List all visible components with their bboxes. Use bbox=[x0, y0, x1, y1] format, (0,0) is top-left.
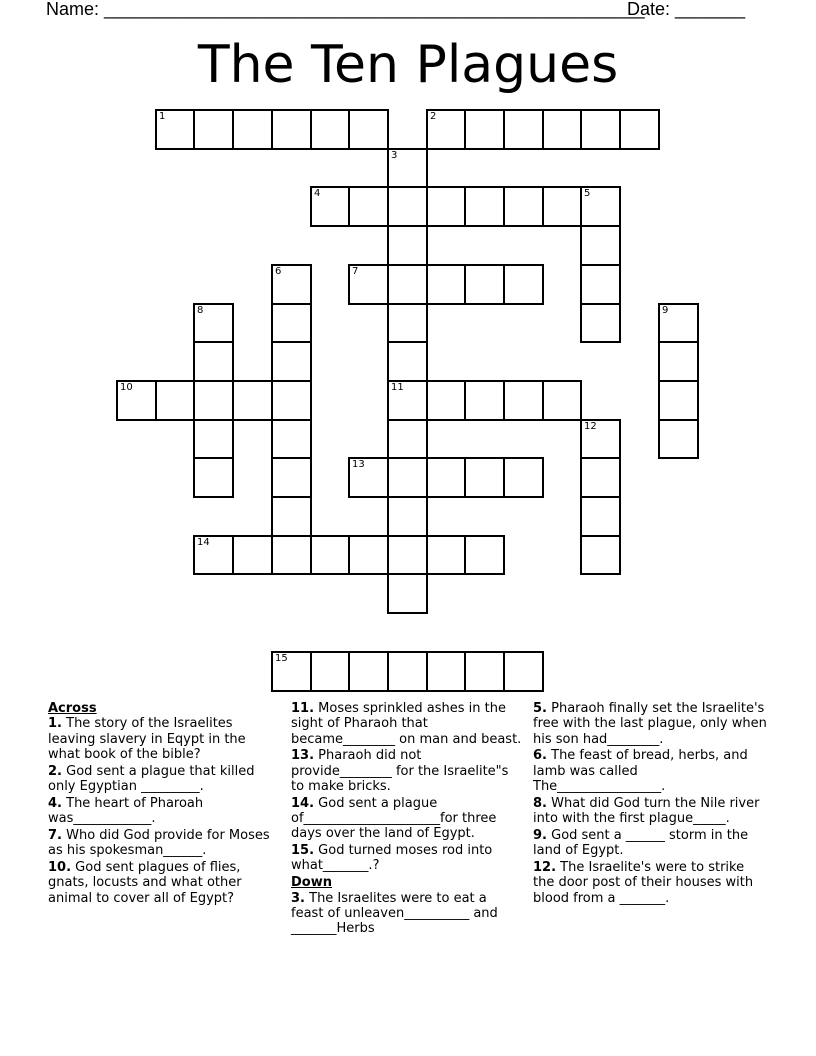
grid-cell[interactable] bbox=[426, 457, 466, 498]
clue-number: 2 bbox=[430, 111, 437, 122]
clue-number: 5 bbox=[584, 188, 591, 199]
grid-cell[interactable] bbox=[348, 264, 389, 305]
grid-cell[interactable] bbox=[348, 535, 389, 575]
across-clue: 10. God sent plagues of flies, gnats, locusts and what other animal to cover all of Egypt? bbox=[48, 859, 242, 906]
grid-cell[interactable] bbox=[387, 225, 428, 266]
grid-cell[interactable] bbox=[580, 496, 621, 537]
down-clue: 9. God sent a ______ storm in the land of Egypt. bbox=[533, 827, 749, 859]
grid-cell[interactable] bbox=[503, 651, 544, 692]
grid-cell[interactable] bbox=[464, 186, 505, 227]
grid-cell[interactable] bbox=[271, 535, 312, 575]
grid-cell[interactable] bbox=[580, 225, 621, 266]
grid-cell[interactable] bbox=[193, 303, 234, 343]
grid-cell[interactable] bbox=[387, 457, 428, 498]
name-field-label: Name: ______________________________________________________ bbox=[46, 0, 645, 19]
across-clue: 11. Moses sprinkled ashes in the sight of Pharaoh that became________ on man and beast. bbox=[291, 701, 522, 747]
grid-cell[interactable] bbox=[271, 457, 312, 498]
clue-number: 8 bbox=[197, 305, 204, 316]
grid-cell[interactable] bbox=[271, 109, 312, 150]
grid-cell[interactable] bbox=[116, 380, 157, 421]
down-heading: Down bbox=[291, 875, 332, 891]
grid-cell[interactable] bbox=[542, 109, 582, 150]
grid-cell[interactable] bbox=[464, 109, 505, 150]
grid-cell[interactable] bbox=[232, 535, 273, 575]
grid-cell[interactable] bbox=[464, 457, 505, 498]
grid-cell[interactable] bbox=[193, 535, 234, 575]
across-clue: 1. The story of the Israelites leaving slavery in Eqypt in the what book of the bible? bbox=[48, 716, 246, 762]
grid-cell[interactable] bbox=[271, 303, 312, 343]
grid-cell[interactable] bbox=[387, 535, 428, 575]
clue-number: 10 bbox=[120, 382, 133, 393]
grid-cell[interactable] bbox=[310, 186, 350, 227]
grid-cell[interactable] bbox=[503, 186, 544, 227]
grid-cell[interactable] bbox=[193, 457, 234, 498]
grid-cell[interactable] bbox=[310, 535, 350, 575]
grid-cell[interactable] bbox=[503, 457, 544, 498]
grid-cell[interactable] bbox=[426, 380, 466, 421]
grid-cell[interactable] bbox=[542, 186, 582, 227]
down-clue: 3. The Israelites were to eat a feast of unleaven__________ and _______Herbs bbox=[291, 890, 498, 937]
grid-cell[interactable] bbox=[658, 380, 699, 421]
grid-cell[interactable] bbox=[658, 341, 699, 382]
puzzle-title: The Ten Plagues bbox=[197, 35, 619, 95]
grid-cell[interactable] bbox=[387, 264, 428, 305]
grid-cell[interactable] bbox=[387, 651, 428, 692]
grid-cell[interactable] bbox=[580, 419, 621, 459]
across-heading: Across bbox=[48, 701, 97, 716]
clue-number: 11 bbox=[391, 382, 404, 393]
grid-cell[interactable] bbox=[426, 535, 466, 575]
grid-cell[interactable] bbox=[426, 264, 466, 305]
grid-cell[interactable] bbox=[387, 496, 428, 537]
across-clue: 2. God sent a plague that killed only Egyptian _________. bbox=[48, 763, 255, 794]
grid-cell[interactable] bbox=[464, 535, 505, 575]
grid-cell[interactable] bbox=[464, 651, 505, 692]
clue-number: 4 bbox=[314, 188, 321, 199]
grid-cell[interactable] bbox=[542, 380, 582, 421]
grid-cell[interactable] bbox=[580, 303, 621, 343]
grid-cell[interactable] bbox=[271, 651, 312, 692]
grid-cell[interactable] bbox=[426, 186, 466, 227]
grid-cell[interactable] bbox=[387, 419, 428, 459]
grid-cell[interactable] bbox=[426, 651, 466, 692]
grid-cell[interactable] bbox=[387, 573, 428, 614]
grid-cell[interactable] bbox=[232, 380, 273, 421]
grid-cell[interactable] bbox=[580, 186, 621, 227]
across-clue: 15. God turned moses rod into what_______.? bbox=[291, 843, 493, 874]
across-clue: 7. Who did God provide for Moses as his spokesman______. bbox=[48, 827, 270, 859]
grid-cell[interactable] bbox=[503, 109, 544, 150]
across-clue: 14. God sent a plague of_____________________for three days over the land of Egypt. bbox=[291, 795, 497, 842]
grid-cell[interactable] bbox=[658, 303, 699, 343]
grid-cell[interactable] bbox=[580, 264, 621, 305]
grid-cell[interactable] bbox=[271, 419, 312, 459]
down-clue: 12. The Israelite's were to strike the door post of their houses with blood from a _______. bbox=[533, 859, 754, 906]
grid-cell[interactable] bbox=[193, 380, 234, 421]
grid-cell[interactable] bbox=[155, 380, 195, 421]
grid-cell[interactable] bbox=[387, 303, 428, 343]
grid-cell[interactable] bbox=[503, 264, 544, 305]
grid-cell[interactable] bbox=[426, 109, 466, 150]
grid-cell[interactable] bbox=[271, 341, 312, 382]
grid-cell[interactable] bbox=[348, 457, 389, 498]
grid-cell[interactable] bbox=[464, 380, 505, 421]
grid-cell[interactable] bbox=[348, 109, 389, 150]
grid-cell[interactable] bbox=[348, 186, 389, 227]
clue-number: 1 bbox=[159, 111, 166, 122]
clue-number: 13 bbox=[352, 459, 365, 470]
grid-cell[interactable] bbox=[310, 651, 350, 692]
grid-cell[interactable] bbox=[232, 109, 273, 150]
grid-cell[interactable] bbox=[387, 148, 428, 188]
grid-cell[interactable] bbox=[387, 186, 428, 227]
grid-cell[interactable] bbox=[271, 264, 312, 305]
grid-cell[interactable] bbox=[193, 419, 234, 459]
date-field-label: Date: _______ bbox=[627, 0, 746, 19]
clue-number: 14 bbox=[197, 537, 210, 548]
grid-cell[interactable] bbox=[271, 496, 312, 537]
grid-cell[interactable] bbox=[310, 109, 350, 150]
down-clue: 8. What did God turn the Nile river into with the first plague_____. bbox=[533, 795, 760, 827]
grid-cell[interactable] bbox=[193, 341, 234, 382]
down-clue: 5. Pharaoh finally set the Israelite's free with the last plague, only when his son had________. bbox=[533, 701, 767, 747]
across-clue: 4. The heart of Pharoah was____________. bbox=[48, 795, 204, 827]
clue-number: 9 bbox=[662, 305, 669, 316]
across-clue: 13. Pharaoh did not provide________ for the Israelite"s to make bricks. bbox=[291, 748, 509, 794]
grid-cell[interactable] bbox=[619, 109, 660, 150]
clue-number: 7 bbox=[352, 266, 359, 277]
grid-cell[interactable] bbox=[155, 109, 195, 150]
clues-column-1 bbox=[48, 701, 270, 907]
clue-number: 15 bbox=[275, 653, 288, 664]
down-clue: 6. The feast of bread, herbs, and lamb was called The________________. bbox=[533, 748, 748, 794]
grid-cell[interactable] bbox=[193, 109, 234, 150]
grid-cell[interactable] bbox=[580, 535, 621, 575]
grid-cell[interactable] bbox=[387, 380, 428, 421]
grid-cell[interactable] bbox=[580, 457, 621, 498]
grid-cell[interactable] bbox=[271, 380, 312, 421]
clues-column-2 bbox=[291, 701, 523, 938]
clue-number: 12 bbox=[584, 421, 597, 432]
grid-cell[interactable] bbox=[387, 341, 428, 382]
clues-column-3 bbox=[533, 701, 767, 907]
grid-cell[interactable] bbox=[348, 651, 389, 692]
clue-number: 6 bbox=[275, 266, 282, 277]
grid-cell[interactable] bbox=[464, 264, 505, 305]
grid-cell[interactable] bbox=[580, 109, 621, 150]
grid-cell[interactable] bbox=[658, 419, 699, 459]
clue-number: 3 bbox=[391, 150, 398, 161]
grid-cell[interactable] bbox=[503, 380, 544, 421]
